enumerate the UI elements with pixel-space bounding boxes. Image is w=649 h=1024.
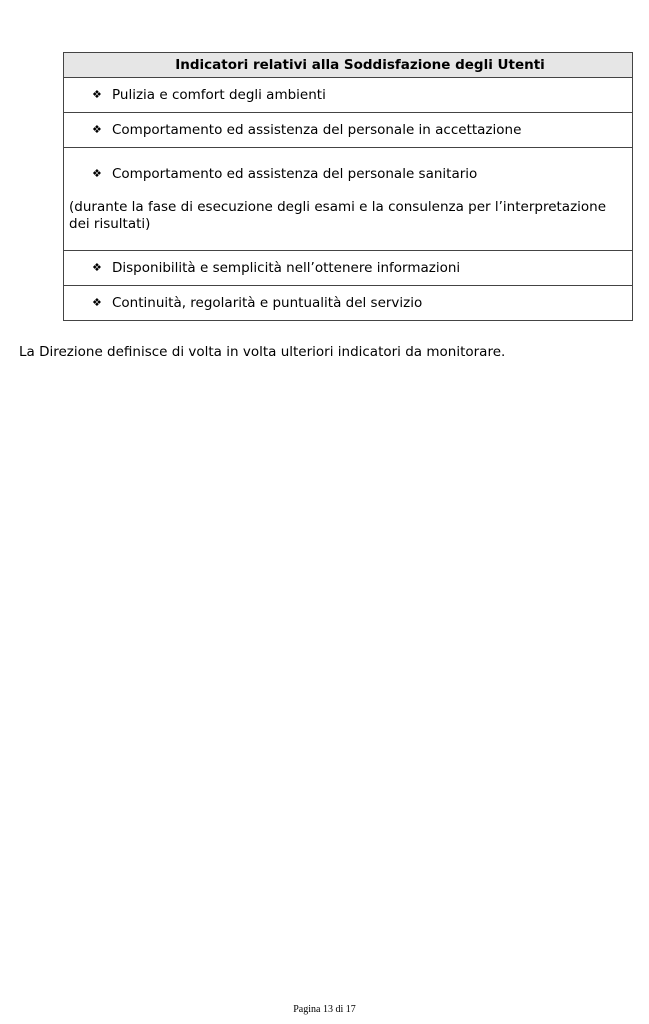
list-item	[64, 165, 632, 183]
table-cell	[64, 113, 633, 148]
list-item-text: Pulizia e comfort degli ambienti	[112, 87, 326, 103]
list-item-text: Continuità, regolarità e puntualità del servizio	[112, 295, 423, 311]
list-item	[64, 86, 632, 104]
table-cell	[64, 251, 633, 286]
closing-paragraph: La Direzione definisce di volta in volta ulteriori indicatori da monitorare.	[19, 344, 506, 360]
table-row	[64, 251, 633, 286]
list-item	[64, 121, 632, 139]
list-item-text: Comportamento ed assistenza del personale in accettazione	[112, 122, 522, 138]
diamond-bullet-icon: ❖	[92, 88, 102, 101]
table-row	[64, 113, 633, 148]
list-item-note: (durante la fase di esecuzione degli esami e la consulenza per l’interpretazione dei risultati)	[69, 199, 607, 232]
table-cell	[64, 148, 633, 251]
list-item-text: Disponibilità e semplicità nell’ottenere informazioni	[112, 260, 461, 276]
table-row	[64, 148, 633, 251]
diamond-bullet-icon: ❖	[92, 261, 102, 274]
table-header: Indicatori relativi alla Soddisfazione degli Utenti	[64, 53, 633, 78]
list-item	[64, 259, 632, 277]
table-cell	[64, 286, 633, 321]
table-cell	[64, 78, 633, 113]
table-header-row	[64, 53, 633, 78]
diamond-bullet-icon: ❖	[92, 167, 102, 180]
page-number-footer: Pagina 13 di 17	[293, 1004, 356, 1015]
indicators-table	[63, 52, 633, 321]
table-row	[64, 78, 633, 113]
table-row	[64, 286, 633, 321]
diamond-bullet-icon: ❖	[92, 123, 102, 136]
list-item-text: Comportamento ed assistenza del personale sanitario	[112, 166, 478, 182]
list-item	[64, 294, 632, 312]
diamond-bullet-icon: ❖	[92, 296, 102, 309]
